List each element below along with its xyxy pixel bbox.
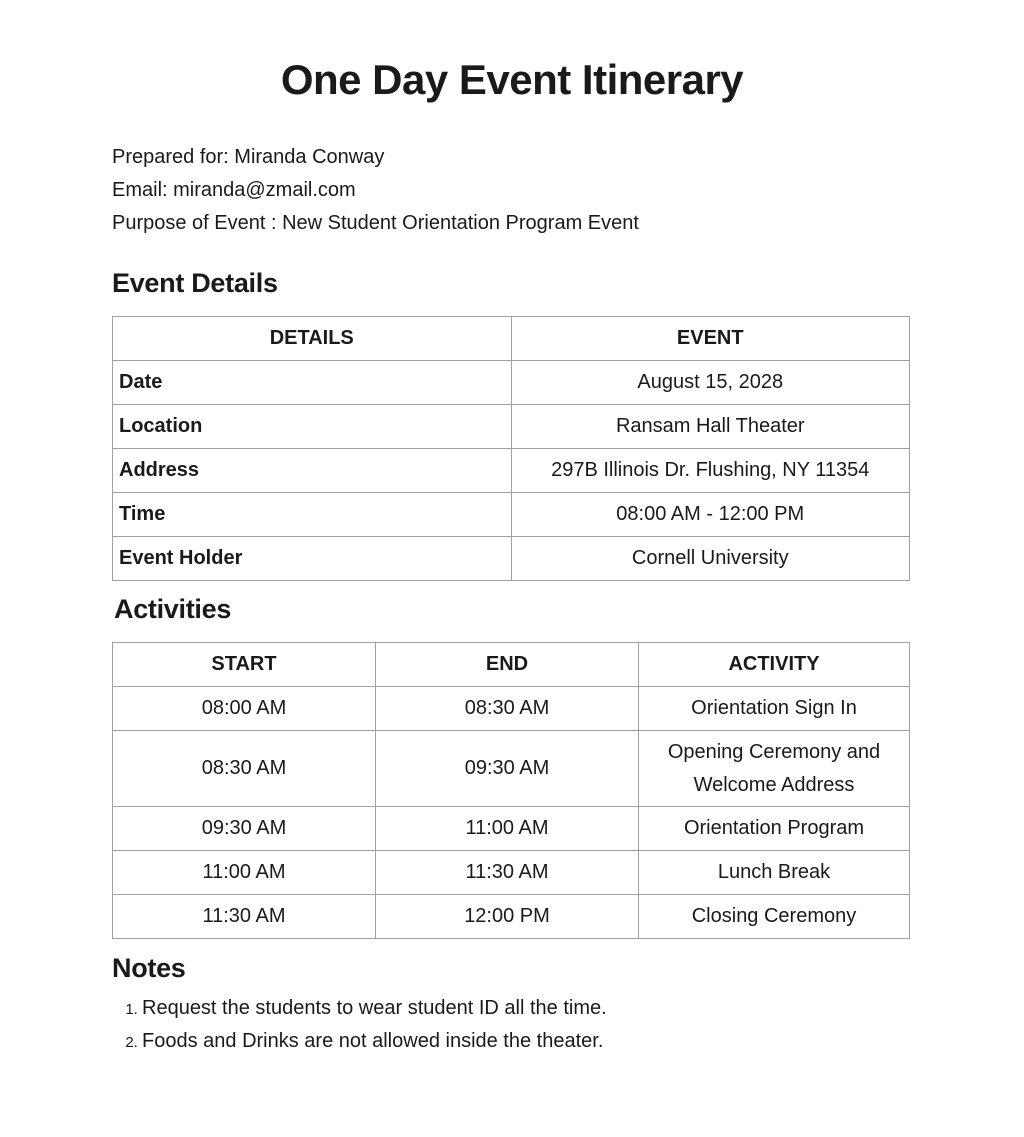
table-row (113, 687, 910, 731)
table-row (113, 405, 910, 449)
prepared-for: Prepared for: Miranda Conway (112, 146, 385, 168)
start-time: 11:30 AM (113, 895, 376, 939)
table-header-row (113, 643, 910, 687)
activity: Orientation Sign In (639, 687, 910, 731)
detail-label: Event Holder (113, 537, 512, 581)
purpose: Purpose of Event : New Student Orientation Program Event (112, 212, 639, 234)
detail-value: August 15, 2028 (511, 361, 910, 405)
end-time: 11:00 AM (376, 807, 639, 851)
table-row (113, 807, 910, 851)
header-event: EVENT (511, 317, 910, 361)
activity: Opening Ceremony and Welcome Address (639, 731, 910, 807)
note-item: 2. Foods and Drinks are not allowed inside the theater. (142, 1025, 607, 1058)
detail-value: Cornell University (511, 537, 910, 581)
activity: Closing Ceremony (639, 895, 910, 939)
end-time: 08:30 AM (376, 687, 639, 731)
detail-value: Ransam Hall Theater (511, 405, 910, 449)
detail-label: Date (113, 361, 512, 405)
detail-label: Location (113, 405, 512, 449)
detail-label: Time (113, 493, 512, 537)
start-time: 08:30 AM (113, 731, 376, 807)
table-row (113, 895, 910, 939)
detail-label: Address (113, 449, 512, 493)
header-start: START (113, 643, 376, 687)
activity: Lunch Break (639, 851, 910, 895)
table-row (113, 731, 910, 807)
header-details: DETAILS (113, 317, 512, 361)
header-activity: ACTIVITY (639, 643, 910, 687)
activities-heading: Activities (114, 594, 232, 624)
page-title: One Day Event Itinerary (280, 56, 744, 103)
table-row (113, 361, 910, 405)
email: Email: miranda@zmail.com (112, 179, 356, 201)
start-time: 09:30 AM (113, 807, 376, 851)
notes-list (112, 992, 607, 1058)
event-details-table (112, 316, 910, 581)
note-item: 1. Request the students to wear student ID all the time. (142, 992, 607, 1025)
detail-value: 297B Illinois Dr. Flushing, NY 11354 (511, 449, 910, 493)
table-row (113, 851, 910, 895)
end-time: 09:30 AM (376, 731, 639, 807)
notes-heading: Notes (112, 953, 186, 983)
header-end: END (376, 643, 639, 687)
activity: Orientation Program (639, 807, 910, 851)
end-time: 12:00 PM (376, 895, 639, 939)
activities-table (112, 642, 910, 939)
table-row (113, 493, 910, 537)
detail-value: 08:00 AM - 12:00 PM (511, 493, 910, 537)
end-time: 11:30 AM (376, 851, 639, 895)
start-time: 11:00 AM (113, 851, 376, 895)
event-details-heading: Event Details (112, 268, 278, 298)
table-row (113, 537, 910, 581)
table-header-row (113, 317, 910, 361)
table-row (113, 449, 910, 493)
start-time: 08:00 AM (113, 687, 376, 731)
